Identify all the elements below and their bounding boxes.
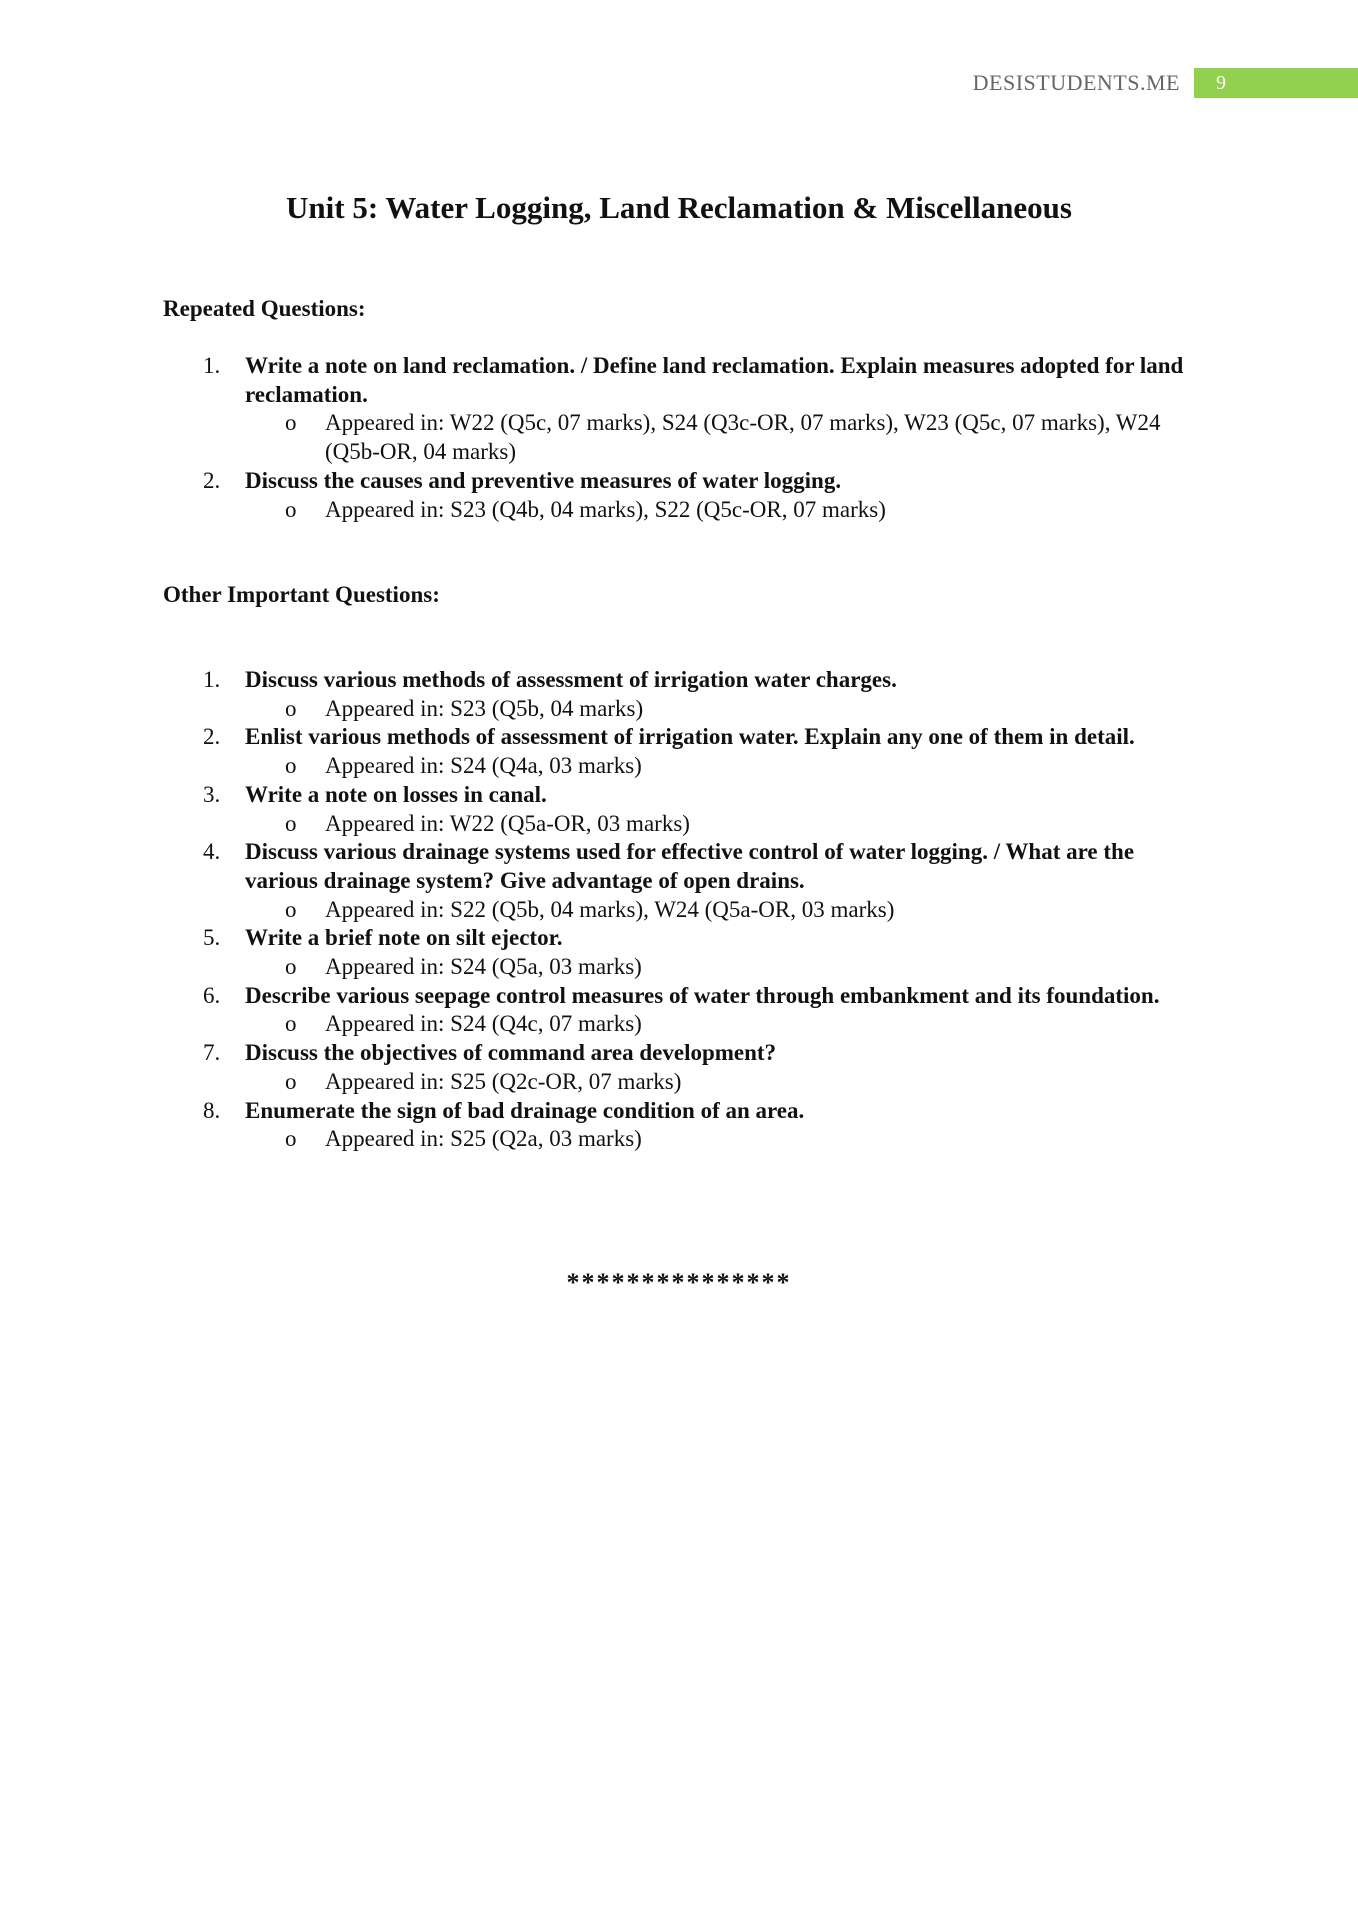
appeared-in-entry — [245, 752, 1203, 781]
hollow-bullet-icon: o — [285, 1068, 297, 1094]
appeared-in-text: Appeared in: S25 (Q2a, 03 marks) — [325, 1126, 642, 1152]
other-question-8 — [163, 1097, 1203, 1154]
hollow-bullet-icon: o — [285, 410, 297, 436]
other-questions-list — [163, 666, 1203, 1154]
repeated-question-1 — [163, 352, 1203, 467]
page-number-badge: 9 — [1194, 68, 1358, 98]
appeared-in-entry — [245, 896, 1203, 925]
question-number: 3. — [203, 781, 221, 807]
question-text: Discuss the objectives of command area development? — [245, 1040, 777, 1066]
appeared-in-text: Appeared in: S23 (Q5b, 04 marks) — [325, 695, 644, 721]
other-question-4 — [163, 838, 1203, 924]
appeared-in-text: Appeared in: W22 (Q5a-OR, 03 marks) — [325, 810, 690, 836]
question-number: 2. — [203, 724, 221, 750]
site-name: DESISTUDENTS.ME — [972, 70, 1180, 95]
question-number: 6. — [203, 982, 221, 1008]
appeared-in-entry — [245, 1125, 1203, 1154]
end-marker: *************** — [566, 1268, 792, 1297]
question-text: Discuss various drainage systems used for effective control of water logging. / What are the various drainage system? Give advantage of open drains. — [245, 839, 1135, 893]
question-text: Discuss various methods of assessment of irrigation water charges. — [245, 667, 897, 692]
question-text: Enumerate the sign of bad drainage condition of an area. — [245, 1097, 805, 1123]
question-number: 1. — [203, 353, 221, 378]
question-number: 8. — [203, 1097, 221, 1123]
question-number: 4. — [203, 839, 221, 865]
question-text: Enlist various methods of assessment of irrigation water. Explain any one of them in detail. — [245, 724, 1135, 750]
hollow-bullet-icon: o — [285, 1126, 297, 1152]
hollow-bullet-icon: o — [285, 753, 297, 779]
appeared-in-text: Appeared in: S22 (Q5b, 04 marks), W24 (Q5a-OR, 03 marks) — [325, 896, 895, 922]
appeared-in-entry — [245, 953, 1203, 982]
appeared-in-text: Appeared in: S24 (Q4a, 03 marks) — [325, 753, 642, 779]
question-number: 7. — [203, 1040, 221, 1066]
hollow-bullet-icon: o — [285, 496, 297, 522]
appeared-in-text: Appeared in: S23 (Q4b, 04 marks), S22 (Q5c-OR, 07 marks) — [325, 496, 886, 522]
other-question-3 — [163, 781, 1203, 838]
repeated-questions-heading: Repeated Questions: — [163, 296, 366, 321]
other-question-2 — [163, 723, 1203, 780]
hollow-bullet-icon: o — [285, 896, 297, 922]
hollow-bullet-icon: o — [285, 810, 297, 836]
question-text: Write a note on land reclamation. / Define land reclamation. Explain measures adopted for land reclamation. — [245, 353, 1184, 407]
hollow-bullet-icon: o — [285, 695, 297, 721]
page-header — [973, 68, 1358, 98]
question-text: Discuss the causes and preventive measures of water logging. — [245, 467, 842, 493]
other-question-1 — [163, 666, 1203, 723]
appeared-in-entry — [245, 695, 1203, 724]
page-title: Unit 5: Water Logging, Land Reclamation & Miscellaneous — [286, 190, 1072, 225]
hollow-bullet-icon: o — [285, 1011, 297, 1037]
appeared-in-entry — [245, 1068, 1203, 1097]
other-question-7 — [163, 1039, 1203, 1096]
appeared-in-entry — [245, 810, 1203, 839]
question-text: Write a brief note on silt ejector. — [245, 925, 563, 951]
appeared-in-text: Appeared in: S25 (Q2c-OR, 07 marks) — [325, 1068, 682, 1094]
other-question-5 — [163, 924, 1203, 981]
appeared-in-entry — [245, 496, 1203, 525]
question-number: 1. — [203, 667, 221, 692]
appeared-in-text: Appeared in: W22 (Q5c, 07 marks), S24 (Q3c-OR, 07 marks), W23 (Q5c, 07 marks), W24 (Q5b-OR, 04 marks) — [325, 410, 1161, 465]
repeated-question-2 — [163, 467, 1203, 524]
appeared-in-text: Appeared in: S24 (Q4c, 07 marks) — [325, 1011, 642, 1037]
question-text: Write a note on losses in canal. — [245, 781, 547, 807]
question-number: 2. — [203, 467, 221, 493]
appeared-in-text: Appeared in: S24 (Q5a, 03 marks) — [325, 954, 642, 980]
appeared-in-entry — [245, 409, 1203, 466]
question-text: Describe various seepage control measures of water through embankment and its foundation. — [245, 982, 1160, 1008]
repeated-questions-list — [163, 352, 1203, 524]
hollow-bullet-icon: o — [285, 954, 297, 980]
question-number: 5. — [203, 925, 221, 951]
other-questions-heading: Other Important Questions: — [163, 582, 440, 607]
appeared-in-entry — [245, 1010, 1203, 1039]
other-question-6 — [163, 982, 1203, 1039]
